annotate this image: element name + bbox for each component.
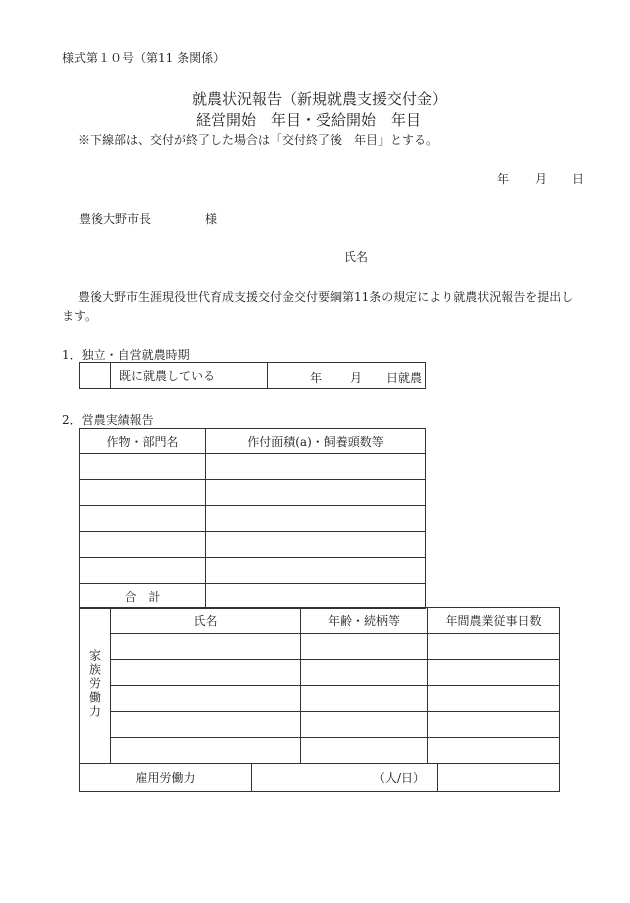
crop-header: 作物・部門名 xyxy=(80,429,206,454)
area-cell[interactable] xyxy=(206,480,426,506)
family-age-header: 年齢・続柄等 xyxy=(301,608,428,634)
body-text: 豊後大野市生涯現役世代育成支援交付金交付要綱第11条の規定により就農状況報告を提出します。 xyxy=(62,290,574,323)
form-number: 様式第１０号（第11 条関係） xyxy=(62,51,226,65)
hired-labor-table xyxy=(79,763,560,792)
family-labor-label-cell xyxy=(80,608,111,764)
crop-cell[interactable] xyxy=(80,480,206,506)
family-days-cell[interactable] xyxy=(428,712,560,738)
section1-date-month: 月 xyxy=(350,371,363,385)
form-title-line1: 就農状況報告（新規就農支援交付金） xyxy=(192,90,448,108)
family-age-cell[interactable] xyxy=(301,634,428,660)
family-name-cell[interactable] xyxy=(111,660,301,686)
area-header: 作付面積(a)・飼養頭数等 xyxy=(206,429,426,454)
total-value-cell[interactable] xyxy=(206,584,426,609)
crop-cell[interactable] xyxy=(80,454,206,480)
section1-date-year: 年 xyxy=(310,371,323,385)
crop-cell[interactable] xyxy=(80,532,206,558)
section1-option-text: 既に就農している xyxy=(119,369,216,383)
family-days-cell[interactable] xyxy=(428,686,560,712)
family-name-cell[interactable] xyxy=(111,712,301,738)
family-days-cell[interactable] xyxy=(428,738,560,764)
area-cell[interactable] xyxy=(206,558,426,584)
hired-labor-value-cell[interactable] xyxy=(252,764,438,792)
section1-option-label xyxy=(111,363,268,389)
section1-table xyxy=(79,362,426,389)
area-cell[interactable] xyxy=(206,532,426,558)
addressee-name: 豊後大野市長 xyxy=(79,212,152,226)
family-name-cell[interactable] xyxy=(111,634,301,660)
hired-labor-unit: （人/日） xyxy=(372,771,425,785)
crop-table xyxy=(79,428,426,609)
family-days-cell[interactable] xyxy=(428,634,560,660)
family-age-cell[interactable] xyxy=(301,738,428,764)
family-days-header: 年間農業従事日数 xyxy=(428,608,560,634)
family-age-cell[interactable] xyxy=(301,660,428,686)
family-days-cell[interactable] xyxy=(428,660,560,686)
addressee-honorific: 様 xyxy=(205,212,218,226)
total-label: 合 計 xyxy=(80,584,206,609)
section1-date-suffix: 日就農 xyxy=(386,371,423,385)
family-name-cell[interactable] xyxy=(111,738,301,764)
section2-heading: 2．営農実績報告 xyxy=(62,413,154,427)
date-day: 日 xyxy=(572,172,585,186)
date-year: 年 xyxy=(497,172,510,186)
form-title-line2: 経営開始 年目・受給開始 年目 xyxy=(196,111,422,129)
hired-labor-days-cell[interactable] xyxy=(438,764,560,792)
family-age-cell[interactable] xyxy=(301,686,428,712)
family-name-header: 氏名 xyxy=(111,608,301,634)
labor-table xyxy=(79,607,560,764)
applicant-name-label: 氏名 xyxy=(344,250,369,264)
form-note: ※下線部は、交付が終了した場合は「交付終了後 年目」とする。 xyxy=(78,133,439,147)
section1-heading: 1．独立・自営就農時期 xyxy=(62,348,190,362)
area-cell[interactable] xyxy=(206,454,426,480)
section1-checkbox-cell[interactable] xyxy=(80,363,111,389)
area-cell[interactable] xyxy=(206,506,426,532)
family-labor-label: 家族労働力 xyxy=(87,649,102,719)
family-name-cell[interactable] xyxy=(111,686,301,712)
date-month: 月 xyxy=(535,172,548,186)
crop-cell[interactable] xyxy=(80,558,206,584)
hired-labor-label: 雇用労働力 xyxy=(80,764,252,792)
crop-cell[interactable] xyxy=(80,506,206,532)
family-age-cell[interactable] xyxy=(301,712,428,738)
section1-date-cell[interactable] xyxy=(268,363,426,389)
